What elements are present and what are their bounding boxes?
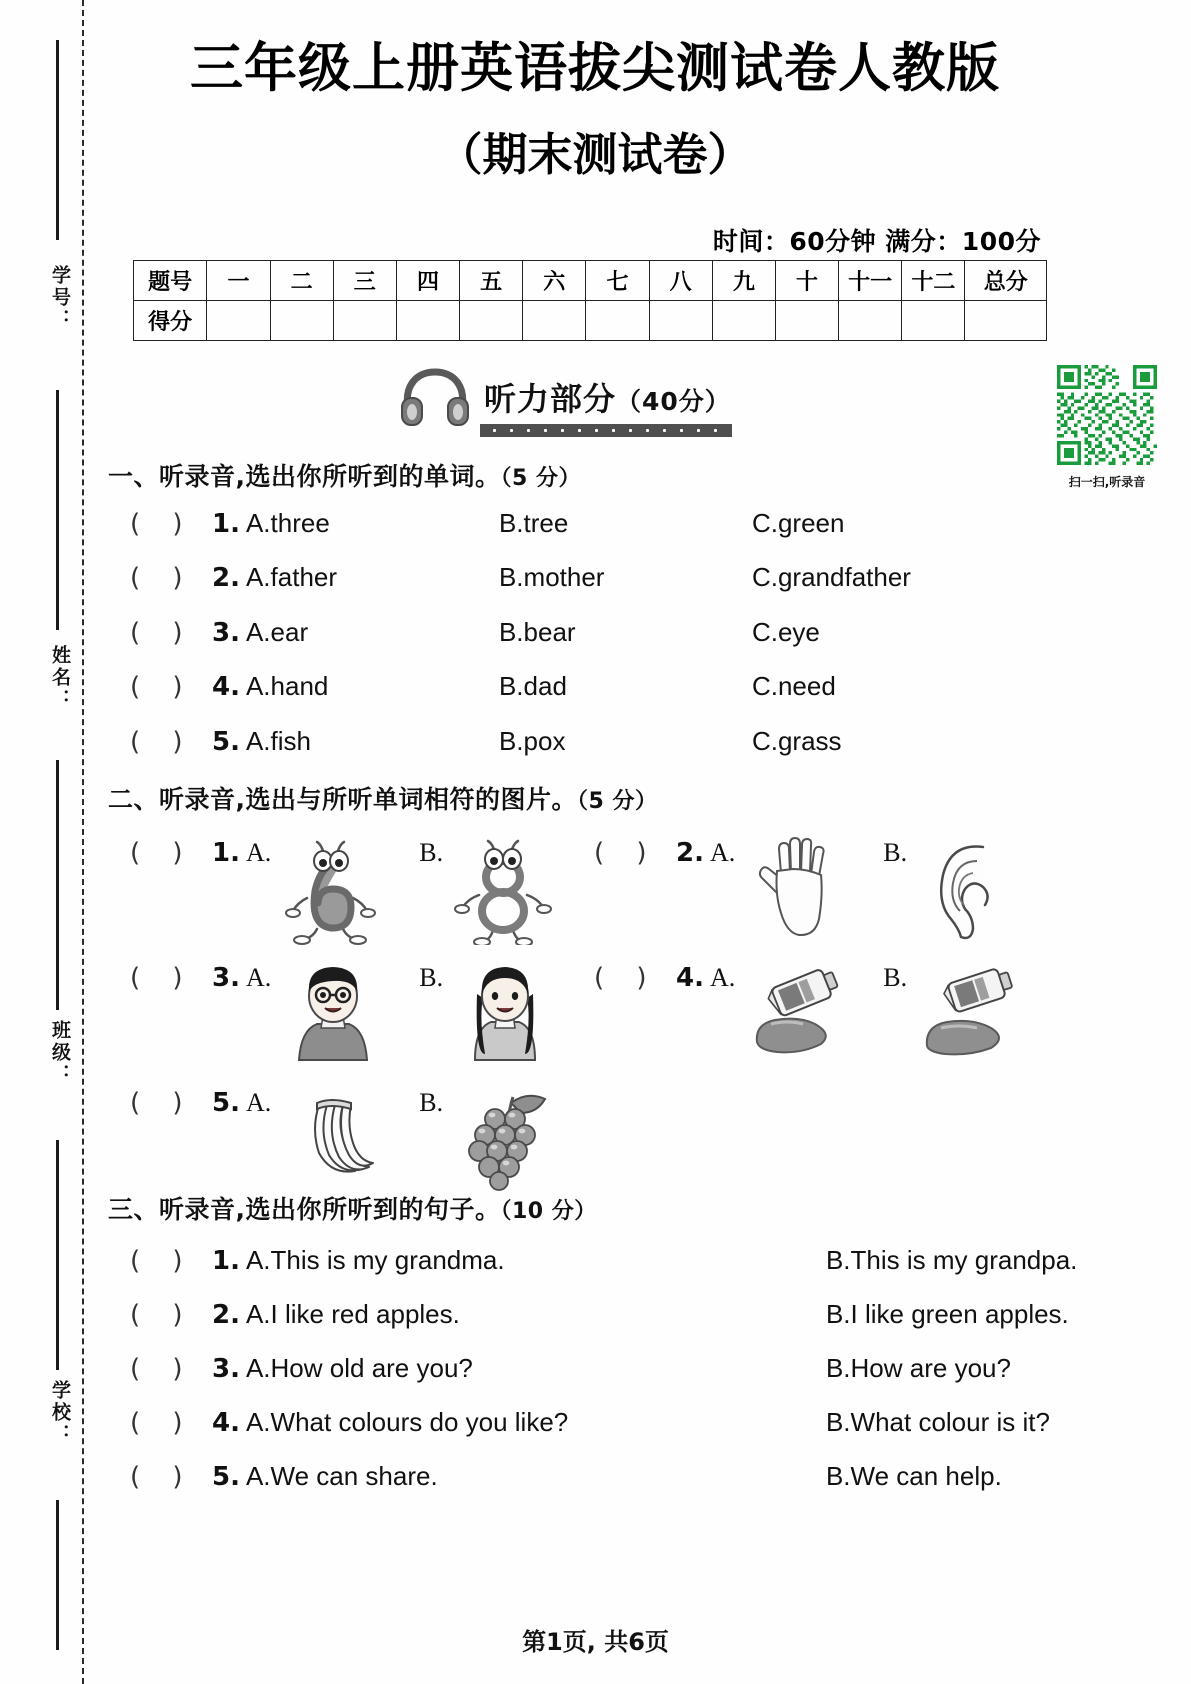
score-col-10: 十 (775, 261, 838, 301)
score-table-label: 题号 (134, 261, 207, 301)
page-title: 三年级上册英语拔尖测试卷人教版 (190, 38, 1000, 99)
answer-blank[interactable]: ( ) (130, 963, 195, 993)
item-number: 4. (676, 963, 704, 993)
seal-segment (56, 40, 59, 240)
score-col-total: 总分 (965, 261, 1047, 301)
option-b[interactable]: B.dad (498, 671, 567, 701)
item-number: 3. (212, 1353, 240, 1384)
score-col-5: 五 (460, 261, 523, 301)
section-3-heading (108, 1190, 597, 1226)
option-a[interactable]: A.ear (245, 617, 309, 647)
answer-blank[interactable]: ( ) (594, 963, 659, 993)
option-a[interactable]: A.What colours do you like? (245, 1407, 569, 1437)
score-col-2: 二 (270, 261, 333, 301)
section-3-title: 三、听录音,选出你所听到的句子。 (108, 1195, 501, 1224)
section-1-title: 一、听录音,选出你所听到的单词。 (108, 462, 501, 491)
seal-segment (56, 760, 59, 1010)
option-b[interactable]: B.How are you? (825, 1353, 1011, 1383)
option-a[interactable]: A.three (245, 508, 330, 538)
score-col-3: 三 (333, 261, 396, 301)
option-b[interactable]: B.tree (498, 508, 569, 538)
option-a[interactable]: A.This is my grandma. (245, 1245, 505, 1275)
option-c[interactable]: C.grandfather (751, 562, 911, 592)
option-b[interactable]: B.What colour is it? (825, 1407, 1050, 1437)
banner-underline (480, 424, 732, 437)
answer-blank[interactable]: ( ) (130, 508, 195, 539)
banner-points: （40分） (616, 387, 731, 416)
table-row-header (134, 261, 1047, 301)
grapes-icon[interactable] (449, 1083, 561, 1195)
score-col-7: 七 (586, 261, 649, 301)
option-a[interactable]: A.father (245, 562, 338, 592)
option-c[interactable]: C.green (751, 508, 845, 538)
cut-line (82, 0, 84, 1684)
option-a-tag: A. (709, 963, 736, 992)
table-row-scores (134, 301, 1047, 341)
option-c[interactable]: C.grass (751, 726, 842, 756)
score-cell[interactable] (649, 301, 712, 341)
answer-blank[interactable]: ( ) (130, 1088, 195, 1118)
seal-segment (56, 390, 59, 630)
section-3-score: （10 分） (500, 1199, 597, 1224)
item-number: 1. (212, 838, 240, 868)
score-col-6: 六 (523, 261, 586, 301)
item-number: 1. (212, 508, 240, 539)
answer-blank[interactable]: ( ) (594, 838, 659, 868)
score-cell[interactable] (333, 301, 396, 341)
list-item (130, 1461, 1090, 1492)
headphones-icon (400, 368, 470, 426)
qr-code-block (1048, 365, 1166, 490)
answer-blank[interactable]: ( ) (130, 671, 195, 702)
option-b[interactable]: B.bear (498, 617, 576, 647)
option-a-tag: A. (245, 1088, 272, 1117)
section-2-heading (108, 780, 657, 816)
answer-blank[interactable]: ( ) (130, 562, 195, 593)
option-b-tag: B. (419, 1088, 444, 1117)
score-cell[interactable] (460, 301, 523, 341)
answer-blank[interactable]: ( ) (130, 1407, 195, 1438)
item-number: 1. (212, 1245, 240, 1276)
item-number: 4. (212, 1407, 240, 1438)
score-col-11: 十一 (839, 261, 902, 301)
option-b[interactable]: B.I like green apples. (825, 1299, 1069, 1329)
option-c[interactable]: C.need (751, 671, 836, 701)
list-item (130, 726, 1090, 757)
exam-meta: 时间：60分钟 满分：100分 (712, 227, 1041, 256)
option-b[interactable]: B.pox (498, 726, 566, 756)
score-cell[interactable] (712, 301, 775, 341)
banana-icon[interactable] (277, 1083, 389, 1195)
picture-item-2 (594, 833, 1025, 945)
binding-margin (0, 0, 95, 1684)
option-b[interactable]: B.This is my grandpa. (825, 1245, 1078, 1275)
option-b-tag: B. (883, 838, 908, 867)
score-col-9: 九 (712, 261, 775, 301)
picture-item-1 (130, 833, 561, 945)
hand-icon[interactable] (741, 833, 853, 945)
picture-item-3 (130, 958, 561, 1070)
list-item (130, 562, 1090, 593)
qr-caption: 扫一扫,听录音 (1068, 475, 1146, 489)
section-2-title: 二、听录音,选出与所听单词相符的图片。 (108, 785, 577, 814)
score-cell[interactable] (270, 301, 333, 341)
item-number: 3. (212, 617, 240, 648)
banner-title: 听力部分 (484, 380, 617, 418)
score-cell-total[interactable] (965, 301, 1047, 341)
item-number: 3. (212, 963, 240, 993)
score-cell[interactable] (523, 301, 586, 341)
item-number: 5. (212, 1461, 240, 1492)
answer-blank[interactable]: ( ) (130, 1461, 195, 1492)
margin-label-name: 姓名： (49, 645, 71, 711)
score-col-8: 八 (649, 261, 712, 301)
boy-icon[interactable] (277, 958, 389, 1070)
list-item (130, 508, 1090, 539)
list-item (130, 671, 1090, 702)
picture-item-5 (130, 1083, 561, 1195)
option-b[interactable]: B.mother (498, 562, 605, 592)
score-cell[interactable] (586, 301, 649, 341)
score-cell[interactable] (775, 301, 838, 341)
listening-banner (400, 368, 731, 426)
seal-segment (56, 1140, 59, 1370)
item-number: 2. (212, 1299, 240, 1330)
option-a[interactable]: A.We can share. (245, 1461, 438, 1491)
score-cell[interactable] (207, 301, 270, 341)
ear-icon[interactable] (913, 833, 1025, 945)
option-a-tag: A. (245, 963, 272, 992)
toothpaste-icon[interactable] (741, 958, 853, 1070)
option-b-tag: B. (419, 963, 444, 992)
qr-code-icon[interactable] (1051, 365, 1163, 465)
item-number: 5. (212, 726, 240, 757)
list-item (130, 1353, 1090, 1384)
picture-item-4 (594, 958, 1025, 1070)
answer-blank[interactable]: ( ) (130, 617, 195, 648)
score-table-label-points: 得分 (134, 301, 207, 341)
option-b-tag: B. (883, 963, 908, 992)
score-cell[interactable] (396, 301, 459, 341)
option-b[interactable]: B.We can help. (825, 1461, 1002, 1491)
item-number: 2. (212, 562, 240, 593)
option-a[interactable]: A.How old are you? (245, 1353, 473, 1383)
answer-blank[interactable]: ( ) (130, 838, 195, 868)
score-col-4: 四 (396, 261, 459, 301)
toothpaste-icon[interactable] (913, 958, 1025, 1070)
item-number: 4. (212, 671, 240, 702)
cartoon-eight-icon[interactable] (449, 833, 561, 945)
item-number: 5. (212, 1088, 240, 1118)
option-a[interactable]: A.I like red apples. (245, 1299, 460, 1329)
answer-blank[interactable]: ( ) (130, 726, 195, 757)
option-c[interactable]: C.eye (751, 617, 820, 647)
page-footer: 第1页, 共6页 (522, 1628, 669, 1656)
margin-label-school: 学校： (49, 1380, 71, 1446)
score-col-1: 一 (207, 261, 270, 301)
cartoon-six-icon[interactable] (277, 833, 389, 945)
section-1-score: （5 分） (500, 466, 581, 491)
score-table (133, 260, 1047, 341)
item-number: 2. (676, 838, 704, 868)
margin-label-class: 班级： (49, 1020, 71, 1086)
score-col-12: 十二 (902, 261, 965, 301)
answer-blank[interactable]: ( ) (130, 1245, 195, 1276)
section-2-score: （5 分） (577, 789, 658, 814)
list-item (130, 617, 1090, 648)
option-b-tag: B. (419, 838, 444, 867)
option-a-tag: A. (245, 838, 272, 867)
answer-blank[interactable]: ( ) (130, 1353, 195, 1384)
option-a-tag: A. (709, 838, 736, 867)
girl-icon[interactable] (449, 958, 561, 1070)
list-item (130, 1245, 1090, 1276)
score-cell[interactable] (902, 301, 965, 341)
page-subtitle: （期末测试卷） (437, 128, 753, 181)
answer-blank[interactable]: ( ) (130, 1299, 195, 1330)
option-a[interactable]: A.fish (245, 726, 311, 756)
banner-label (484, 374, 731, 420)
margin-label-student-id: 学号： (49, 265, 71, 331)
list-item (130, 1299, 1090, 1330)
section-1-heading (108, 457, 581, 493)
option-a[interactable]: A.hand (245, 671, 329, 701)
list-item (130, 1407, 1090, 1438)
score-cell[interactable] (839, 301, 902, 341)
